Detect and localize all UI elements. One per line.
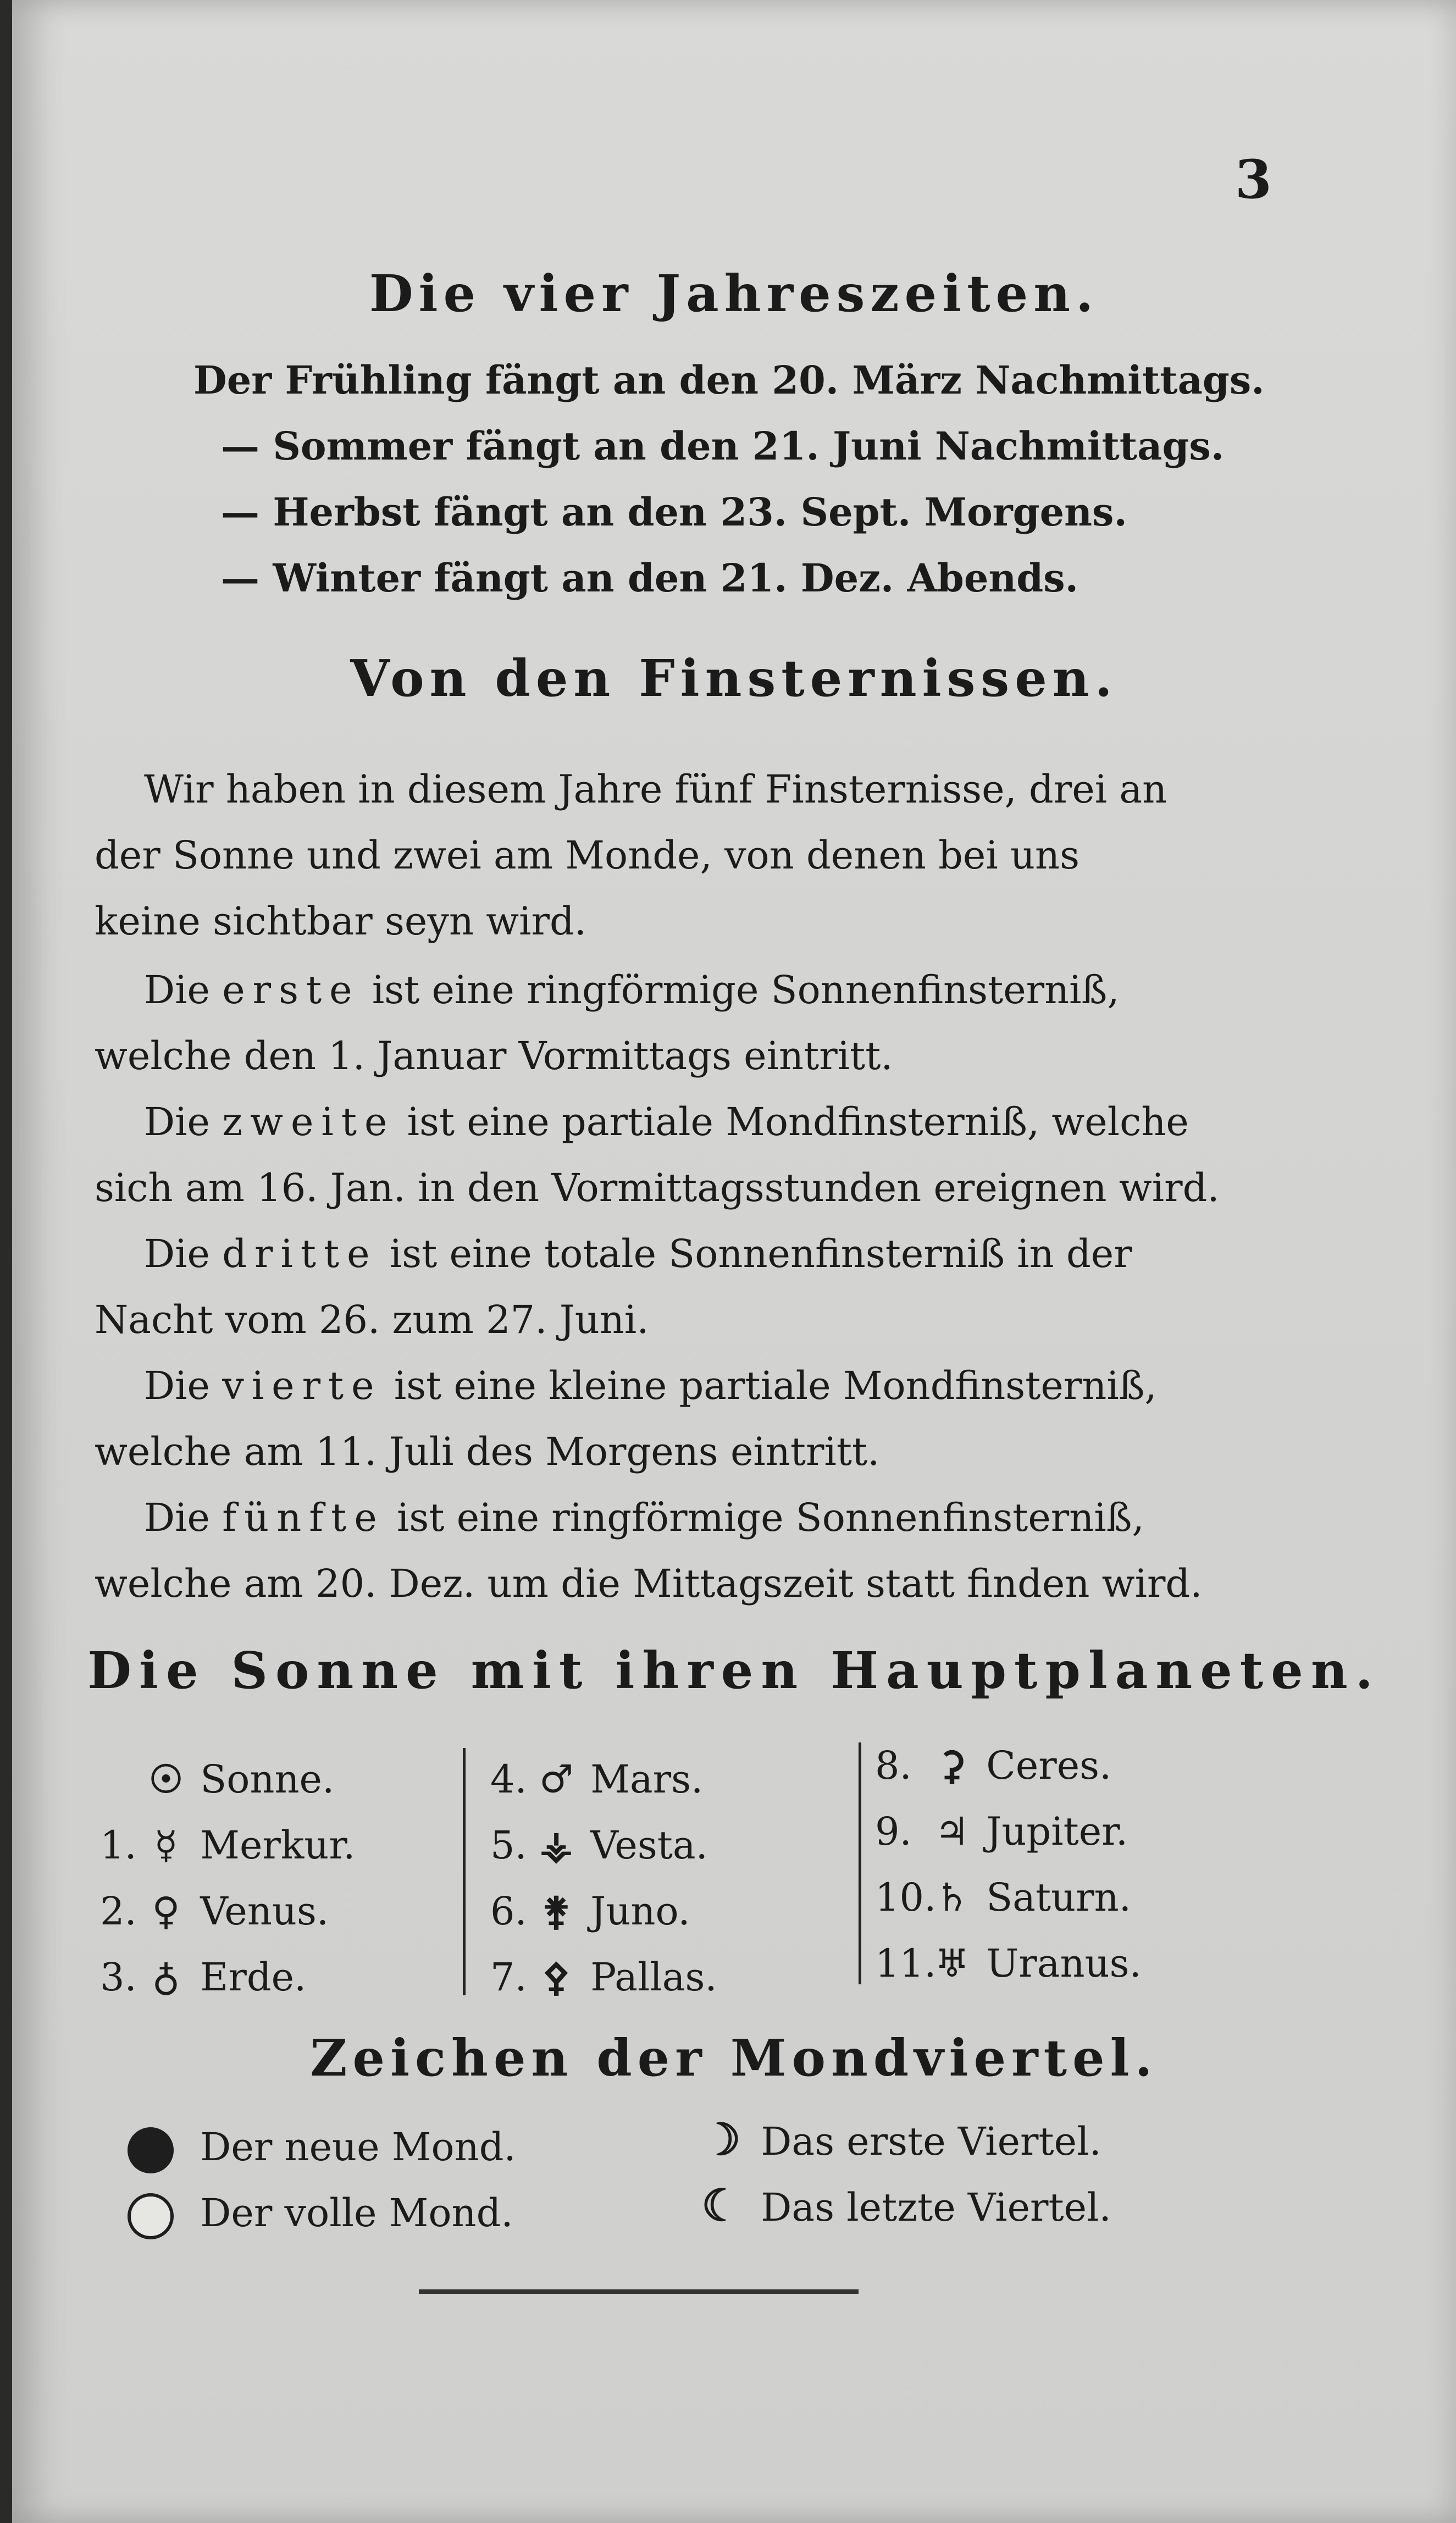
ceres-symbol-icon: ⚳ <box>938 1742 966 1788</box>
planet-pallas: 7. ⚴ Pallas. <box>490 1954 717 2000</box>
eclipse-first-line2: welche den 1. Januar Vormittags eintritt. <box>95 1033 893 1078</box>
eclipse-fifth-line2: welche am 20. Dez. um die Mittagszeit statt finden wird. <box>95 1561 1203 1606</box>
heading-mondviertel: Zeichen der Mondviertel. <box>310 2028 1158 2088</box>
season-line: — Winter fängt an den 21. Dez. Abends. <box>221 555 1079 601</box>
page-number: 3 <box>1235 148 1272 211</box>
planet-ceres: 8. ⚳ Ceres. <box>875 1742 1112 1788</box>
sun-symbol-icon: ☉ <box>148 1756 184 1802</box>
season-line: — Herbst fängt an den 23. Sept. Morgens. <box>221 489 1127 535</box>
eclipse-second-line: Die zweite ist eine partiale Mondfinsterniß, welche <box>144 1099 1189 1144</box>
planet-vesta: 5. ⚶ Vesta. <box>490 1822 708 1868</box>
first-quarter-icon: ☽ <box>701 2113 741 2165</box>
mars-symbol-icon: ♂ <box>539 1756 574 1802</box>
saturn-symbol-icon: ♄ <box>934 1874 970 1920</box>
eclipse-third-line: Die dritte ist eine totale Sonnenfinsterniß in der <box>144 1231 1132 1276</box>
last-quarter-icon: ☾ <box>701 2179 741 2231</box>
season-line: Der Frühling fängt an den 20. März Nachmittags. <box>193 357 1265 403</box>
moon-full: Der volle Mond. <box>128 2190 513 2239</box>
planet-mars: 4. ♂ Mars. <box>490 1756 704 1802</box>
planet-sonne: ☉ Sonne. <box>100 1756 334 1802</box>
column-divider <box>859 1742 861 1984</box>
planet-uranus: 11.♅ Uranus. <box>875 1940 1142 1986</box>
moon-last-quarter: ☾ Das letzte Viertel. <box>699 2179 1111 2231</box>
column-divider <box>463 1748 466 1995</box>
planet-juno: 6. ⚵ Juno. <box>490 1888 690 1934</box>
eclipse-first-line: Die erste ist eine ringförmige Sonnenfinsterniß, <box>144 967 1120 1012</box>
eclipse-fifth-line: Die fünfte ist eine ringförmige Sonnenfinsterniß, <box>144 1495 1144 1540</box>
juno-symbol-icon: ⚵ <box>542 1888 571 1934</box>
jupiter-symbol-icon: ♃ <box>934 1808 970 1854</box>
vesta-symbol-icon: ⚶ <box>540 1822 573 1868</box>
heading-planeten: Die Sonne mit ihren Hauptplaneten. <box>87 1641 1381 1700</box>
pallas-symbol-icon: ⚴ <box>542 1954 571 2000</box>
paragraph-line: Wir haben in diesem Jahre fünf Finsternisse, drei an <box>144 767 1167 812</box>
bottom-rule <box>419 2289 859 2294</box>
book-page <box>12 0 1456 2523</box>
paragraph-line: keine sichtbar seyn wird. <box>95 899 587 944</box>
planet-venus: 2. ♀ Venus. <box>100 1888 329 1934</box>
moon-first-quarter: ☽ Das erste Viertel. <box>699 2113 1101 2165</box>
eclipse-fourth-line2: welche am 11. Juli des Morgens eintritt. <box>95 1429 880 1474</box>
uranus-symbol-icon: ♅ <box>934 1940 970 1986</box>
mercury-symbol-icon: ☿ <box>154 1822 178 1868</box>
eclipse-third-line2: Nacht vom 26. zum 27. Juni. <box>95 1297 649 1342</box>
planet-saturn: 10.♄ Saturn. <box>875 1874 1131 1920</box>
eclipse-fourth-line: Die vierte ist eine kleine partiale Mondfinsterniß, <box>144 1363 1157 1408</box>
heading-finsternisse: Von den Finsternissen. <box>350 649 1118 708</box>
moon-new: Der neue Mond. <box>128 2124 516 2173</box>
new-moon-icon <box>128 2127 174 2173</box>
planet-jupiter: 9. ♃ Jupiter. <box>875 1808 1128 1854</box>
earth-symbol-icon: ♁ <box>152 1954 180 2000</box>
eclipse-second-line2: sich am 16. Jan. in den Vormittagsstunden ereignen wird. <box>95 1165 1220 1210</box>
season-line: — Sommer fängt an den 21. Juni Nachmittags. <box>221 423 1225 469</box>
planet-erde: 3. ♁ Erde. <box>100 1954 307 2000</box>
full-moon-icon <box>128 2193 174 2239</box>
paragraph-line: der Sonne und zwei am Monde, von denen bei uns <box>95 833 1080 878</box>
venus-symbol-icon: ♀ <box>152 1888 180 1934</box>
heading-jahreszeiten: Die vier Jahreszeiten. <box>369 264 1099 323</box>
planet-merkur: 1. ☿ Merkur. <box>100 1822 356 1868</box>
